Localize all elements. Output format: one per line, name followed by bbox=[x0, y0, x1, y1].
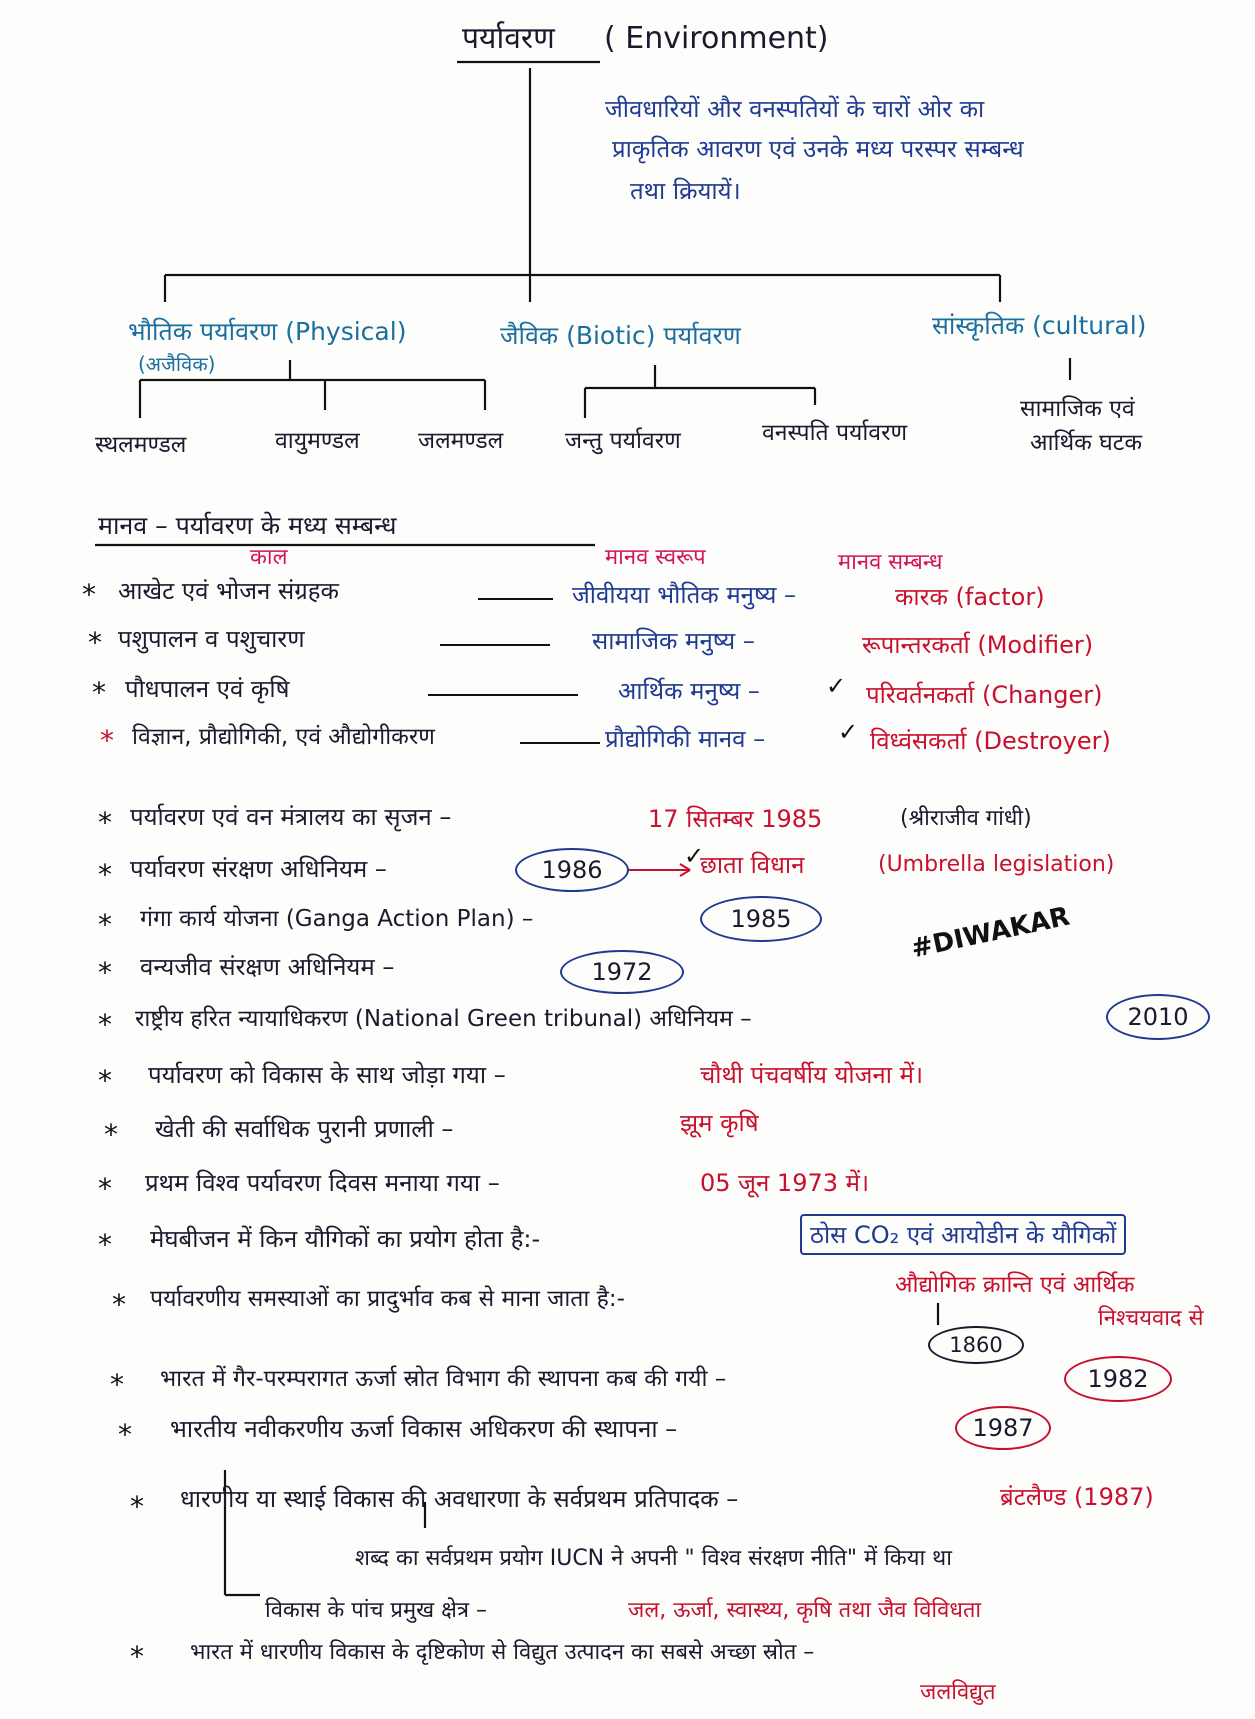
row-4-rel: विध्वंसकर्ता (Destroyer) bbox=[870, 727, 1111, 755]
row-2-rel: रूपान्तरकर्ता (Modifier) bbox=[862, 631, 1094, 659]
row-3-form: आर्थिक मनुष्य – bbox=[618, 677, 760, 705]
watermark-signature: #DIWAKAR bbox=[908, 901, 1073, 965]
fact-9-answer: ठोस CO₂ एवं आयोडीन के यौगिकों bbox=[800, 1214, 1126, 1255]
fact-10-answer: औद्योगिक क्रान्ति एवं आर्थिक bbox=[895, 1272, 1135, 1298]
definition-line-2: प्राकृतिक आवरण एवं उनके मध्य परस्पर सम्बन्ध bbox=[612, 135, 1024, 163]
row-2-era: पशुपालन व पशुचारण bbox=[118, 625, 305, 653]
last-fact-text: भारत में धारणीय विकास के दृष्टिकोण से विद्युत उत्पादन का सबसे अच्छा स्रोत – bbox=[190, 1640, 815, 1665]
sustainable-line-2-answer: जल, ऊर्जा, स्वास्थ्य, कृषि तथा जैव विविधता bbox=[628, 1598, 982, 1623]
row-1-rel: कारक (factor) bbox=[895, 583, 1045, 611]
definition-line-1: जीवधारियों और वनस्पतियों के चारों ओर का bbox=[605, 95, 985, 123]
branch-physical: भौतिक पर्यावरण (Physical) bbox=[128, 317, 407, 346]
fact-13-answer: ब्रंटलैण्ड (1987) bbox=[1000, 1483, 1154, 1511]
bullet-icon: * bbox=[82, 578, 96, 611]
fact-6-answer: चौथी पंचवर्षीय योजना में। bbox=[700, 1061, 924, 1089]
bullet-icon: * bbox=[98, 1008, 112, 1041]
fact-7-text: खेती की सर्वाधिक पुरानी प्रणाली – bbox=[155, 1115, 454, 1143]
row-2-form: सामाजिक मनुष्य – bbox=[592, 627, 755, 655]
row-1-era: आखेट एवं भोजन संग्रहक bbox=[118, 577, 339, 605]
fact-1-answer: 17 सितम्बर 1985 bbox=[648, 805, 823, 833]
bullet-icon: * bbox=[130, 1640, 144, 1673]
fact-3-text: गंगा कार्य योजना (Ganga Action Plan) – bbox=[140, 906, 534, 932]
child-social: सामाजिक एवं bbox=[1020, 396, 1135, 422]
fact-11-year: 1982 bbox=[1064, 1356, 1172, 1402]
bullet-icon: * bbox=[98, 1172, 112, 1205]
fact-5-text: राष्ट्रीय हरित न्यायाधिकरण (National Green tribunal) अधिनियम – bbox=[135, 1006, 752, 1032]
bullet-icon: * bbox=[88, 626, 102, 659]
branch-cultural: सांस्कृतिक (cultural) bbox=[932, 311, 1147, 340]
fact-7-answer: झूम कृषि bbox=[680, 1109, 759, 1137]
fact-8-text: प्रथम विश्व पर्यावरण दिवस मनाया गया – bbox=[145, 1169, 500, 1197]
fact-4-year: 1972 bbox=[560, 950, 684, 994]
last-fact-answer: जलविद्युत bbox=[920, 1680, 996, 1705]
row-1-dash bbox=[478, 598, 553, 600]
fact-10-text: पर्यावरणीय समस्याओं का प्रादुर्भाव कब से माना जाता है:- bbox=[150, 1286, 625, 1312]
row-2-dash bbox=[440, 644, 550, 646]
fact-10-year: 1860 bbox=[928, 1326, 1024, 1364]
bullet-icon: * bbox=[104, 1118, 118, 1151]
col-relation: मानव सम्बन्ध bbox=[838, 550, 943, 575]
fact-9-text: मेघबीजन में किन यौगिकों का प्रयोग होता है:- bbox=[150, 1225, 541, 1253]
child-economic: आर्थिक घटक bbox=[1030, 430, 1142, 456]
col-era: काल bbox=[250, 545, 288, 570]
page-title: पर्यावरण bbox=[462, 21, 555, 56]
bullet-icon: * bbox=[98, 806, 112, 839]
row-4-form: प्रौद्योगिकी मानव – bbox=[605, 725, 766, 753]
bullet-icon: * bbox=[98, 858, 112, 891]
child-atmosphere: वायुमण्डल bbox=[275, 428, 360, 454]
bullet-icon: * bbox=[100, 724, 114, 757]
fact-12-text: भारतीय नवीकरणीय ऊर्जा विकास अधिकरण की स्थापना – bbox=[170, 1415, 678, 1443]
child-plant-env: वनस्पति पर्यावरण bbox=[762, 420, 908, 446]
sustainable-line-1: शब्द का सर्वप्रथम प्रयोग IUCN ने अपनी " विश्व संरक्षण नीति" में किया था bbox=[355, 1546, 952, 1571]
fact-2-extra: (Umbrella legislation) bbox=[878, 852, 1115, 877]
row-3-dash bbox=[428, 694, 578, 696]
check-icon: ✓ bbox=[838, 718, 859, 746]
col-form: मानव स्वरूप bbox=[605, 545, 706, 570]
fact-1-extra: (श्रीराजीव गांधी) bbox=[900, 806, 1032, 831]
fact-5-year: 2010 bbox=[1106, 994, 1210, 1040]
fact-6-text: पर्यावरण को विकास के साथ जोड़ा गया – bbox=[148, 1061, 506, 1089]
row-1-form: जीवीयया भौतिक मनुष्य – bbox=[572, 581, 797, 609]
bullet-icon: * bbox=[98, 956, 112, 989]
fact-2-year: 1986 bbox=[515, 848, 629, 892]
fact-11-text: भारत में गैर-परम्परागत ऊर्जा स्रोत विभाग की स्थापना कब की गयी – bbox=[160, 1366, 727, 1392]
child-hydrosphere: जलमण्डल bbox=[418, 428, 504, 454]
fact-3-year: 1985 bbox=[700, 896, 822, 942]
bullet-icon: * bbox=[130, 1490, 144, 1523]
row-4-era: विज्ञान, प्रौद्योगिकी, एवं औद्योगीकरण bbox=[132, 724, 435, 750]
fact-4-text: वन्यजीव संरक्षण अधिनियम – bbox=[140, 953, 395, 981]
check-icon: ✓ bbox=[826, 672, 847, 700]
check-icon: ✓ bbox=[684, 842, 705, 870]
fact-10-answer-2: निश्चयवाद से bbox=[1098, 1306, 1204, 1331]
row-3-era: पौधपालन एवं कृषि bbox=[125, 675, 290, 703]
fact-1-text: पर्यावरण एवं वन मंत्रालय का सृजन – bbox=[130, 803, 452, 831]
page-title-english: ( Environment) bbox=[604, 21, 829, 56]
fact-2-text: पर्यावरण संरक्षण अधिनियम – bbox=[130, 855, 387, 883]
fact-8-answer: 05 जून 1973 में। bbox=[700, 1169, 870, 1197]
child-lithosphere: स्थलमण्डल bbox=[95, 432, 187, 458]
bullet-icon: * bbox=[98, 1228, 112, 1261]
fact-12-year: 1987 bbox=[955, 1406, 1051, 1450]
bullet-icon: * bbox=[112, 1288, 126, 1321]
child-animal-env: जन्तु पर्यावरण bbox=[565, 428, 681, 454]
fact-13-text: धारणीय या स्थाई विकास की अवधारणा के सर्वप्रथम प्रतिपादक – bbox=[180, 1485, 739, 1513]
fact-2-answer: छाता विधान bbox=[700, 851, 805, 879]
branch-biotic: जैविक (Biotic) पर्यावरण bbox=[500, 321, 741, 350]
branch-physical-sub: (अजैविक) bbox=[138, 352, 216, 376]
bullet-icon: * bbox=[118, 1418, 132, 1451]
row-4-dash bbox=[520, 742, 600, 744]
sustainable-line-2-prefix: विकास के पांच प्रमुख क्षेत्र – bbox=[265, 1598, 488, 1623]
bullet-icon: * bbox=[98, 1064, 112, 1097]
bullet-icon: * bbox=[98, 908, 112, 941]
definition-line-3: तथा क्रियायें। bbox=[630, 177, 741, 205]
bullet-icon: * bbox=[110, 1368, 124, 1401]
relation-heading: मानव – पर्यावरण के मध्य सम्बन्ध bbox=[98, 511, 397, 540]
row-3-rel: परिवर्तनकर्ता (Changer) bbox=[866, 681, 1103, 709]
bullet-icon: * bbox=[92, 676, 106, 709]
